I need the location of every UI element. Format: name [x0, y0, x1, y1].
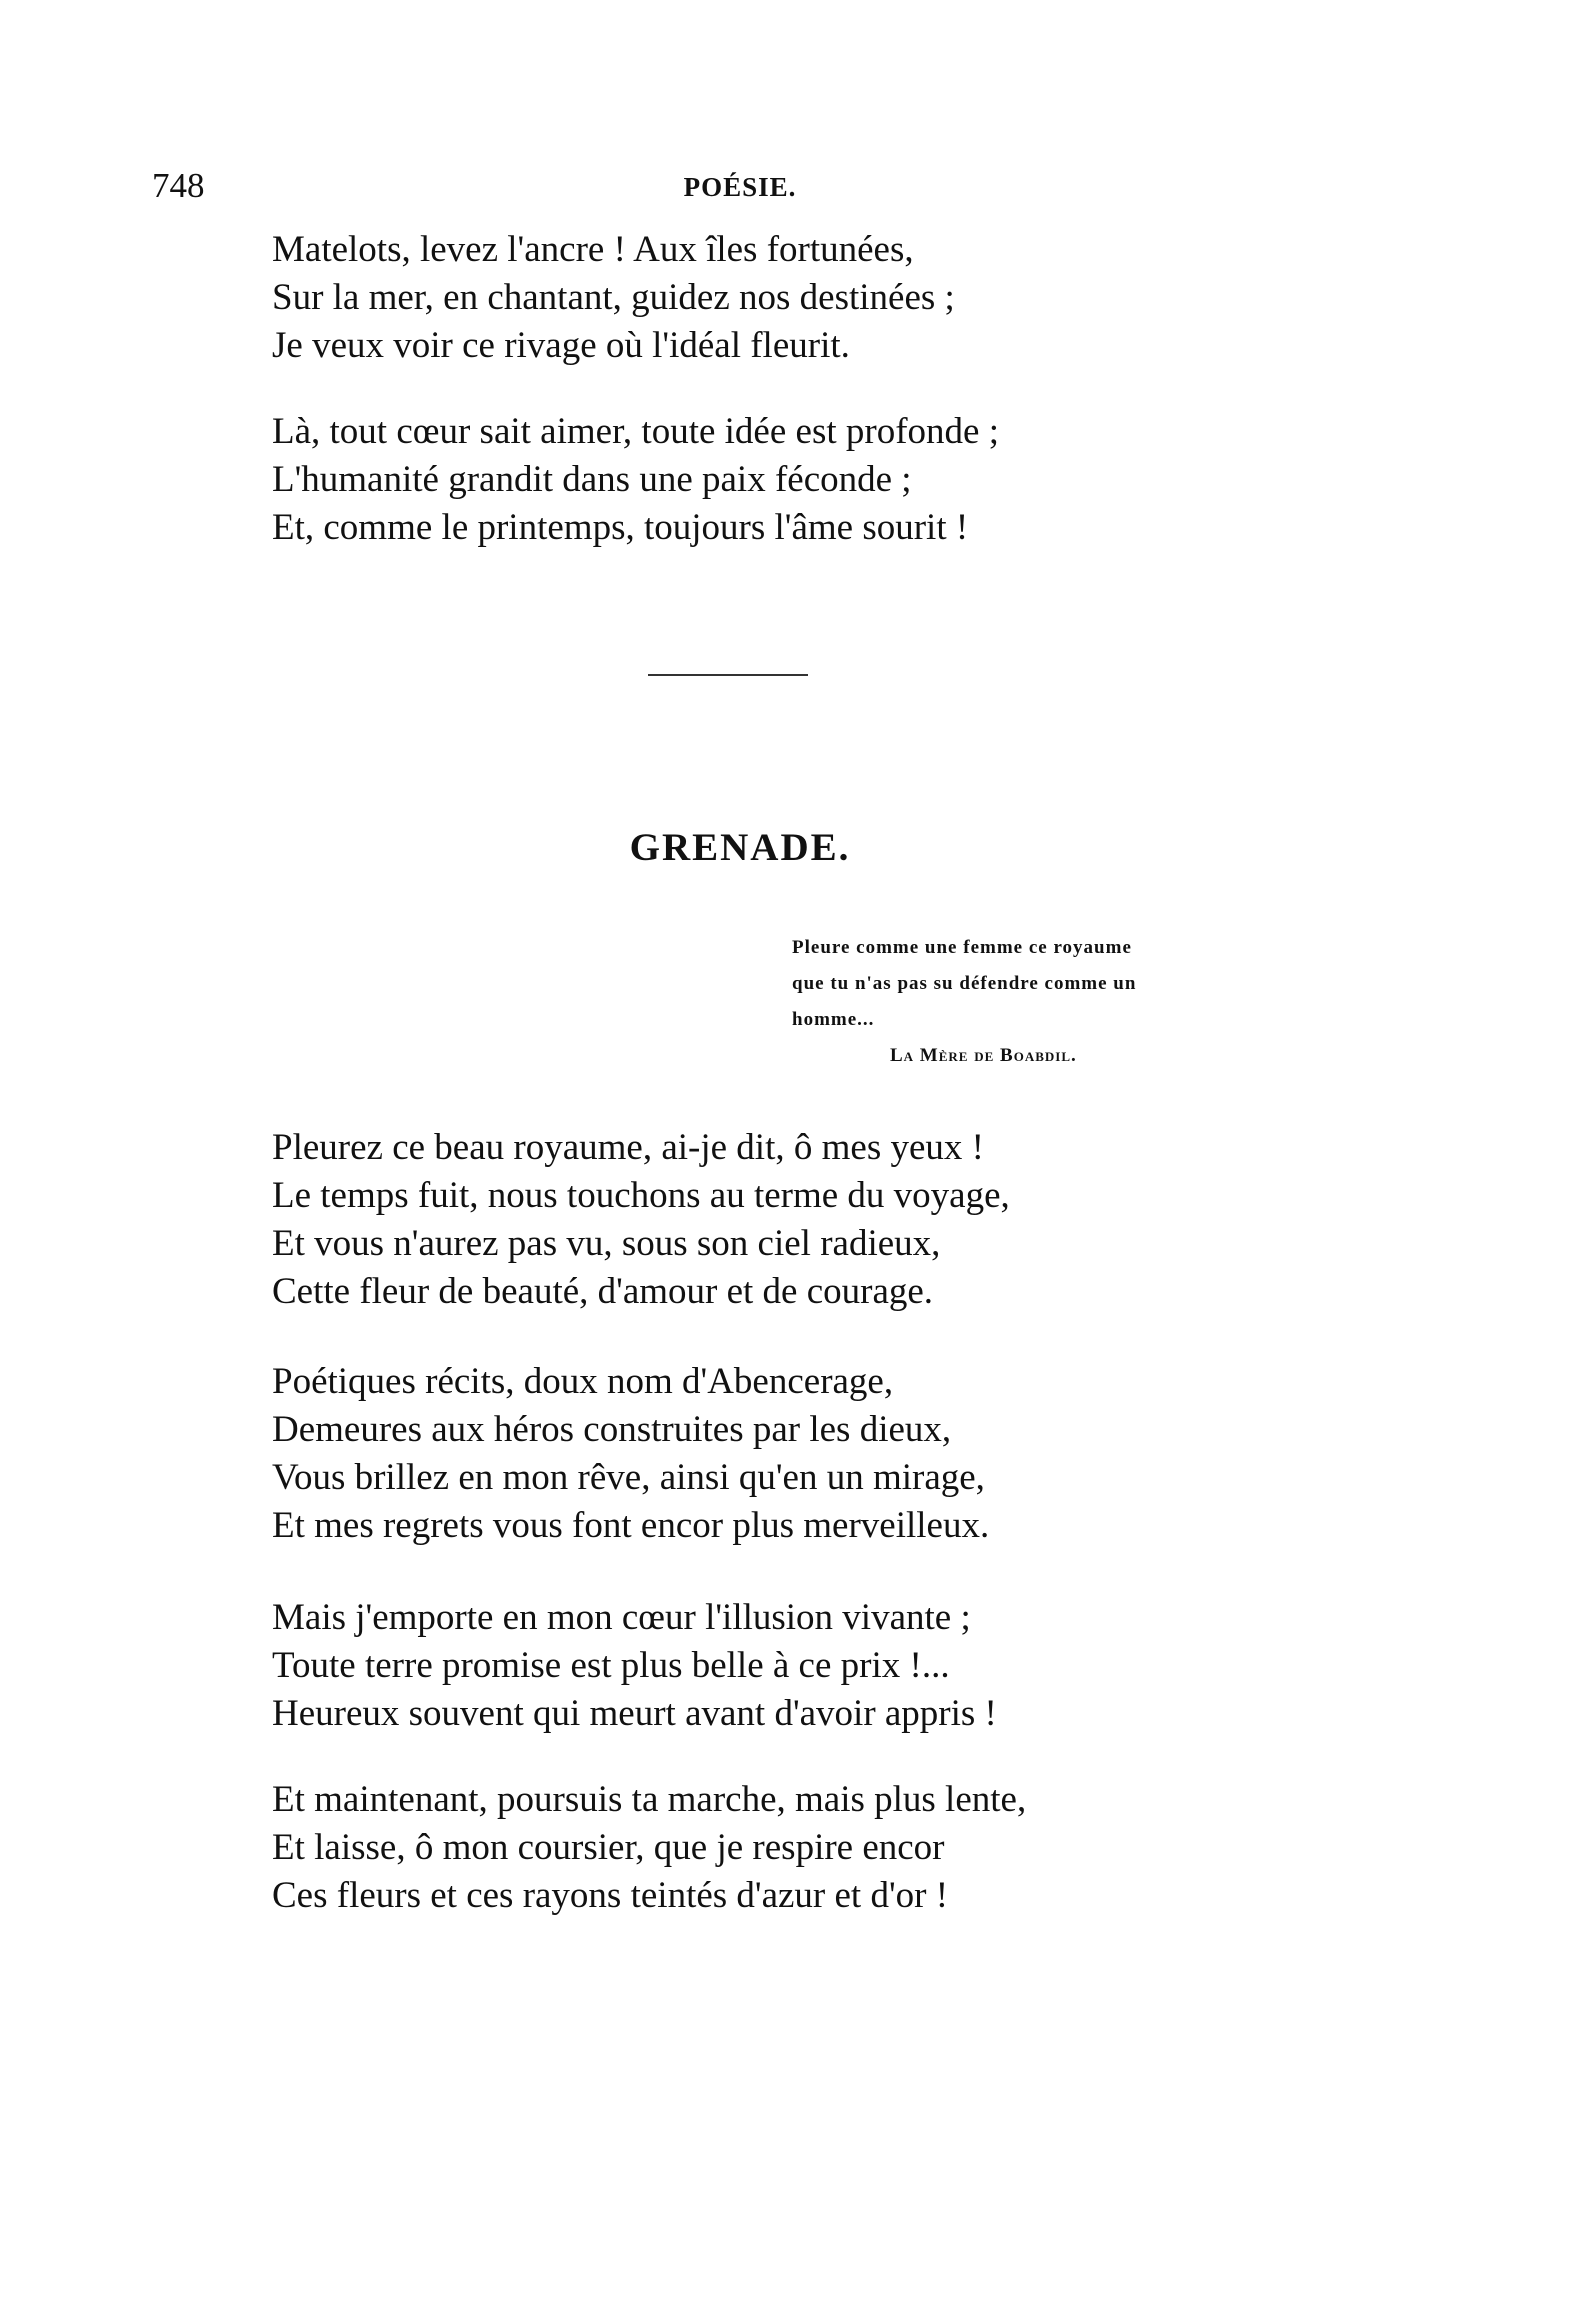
verse-line: Demeures aux héros construites par les dieux, [272, 1409, 952, 1450]
previous-poem-stanza-2 [272, 408, 1272, 552]
verse-line: Pleurez ce beau royaume, ai-je dit, ô mes yeux ! [272, 1127, 984, 1168]
verse-line: Vous brillez en mon rêve, ainsi qu'en un mirage, [272, 1457, 985, 1498]
section-divider [648, 674, 808, 676]
poem-stanza-4 [272, 1776, 1272, 1920]
verse-line: Je veux voir ce rivage où l'idéal fleurit. [272, 325, 850, 366]
verse-line: Le temps fuit, nous touchons au terme du voyage, [272, 1175, 1010, 1216]
previous-poem-stanza-1 [272, 226, 1272, 370]
verse-line: Poétiques récits, doux nom d'Abencerage, [272, 1361, 894, 1402]
verse-line: Et maintenant, poursuis ta marche, mais plus lente, [272, 1779, 1027, 1820]
verse-line: Et mes regrets vous font encor plus merveilleux. [272, 1505, 990, 1546]
verse-line: Et laisse, ô mon coursier, que je respire encor [272, 1827, 945, 1868]
verse-line: Là, tout cœur sait aimer, toute idée est profonde ; [272, 411, 999, 452]
epigraph-line: Pleure comme une femme ce royaume [792, 937, 1132, 958]
poem-stanza-2 [272, 1358, 1272, 1550]
verse-line: Matelots, levez l'ancre ! Aux îles fortunées, [272, 229, 914, 270]
verse-line: Et vous n'aurez pas vu, sous son ciel radieux, [272, 1223, 941, 1264]
verse-line: Mais j'emporte en mon cœur l'illusion vivante ; [272, 1597, 971, 1638]
poem-stanza-3 [272, 1594, 1272, 1738]
epigraph-attribution: La Mère de Boabdil. [890, 1045, 1077, 1066]
verse-line: Et, comme le printemps, toujours l'âme sourit ! [272, 507, 969, 548]
verse-line: Heureux souvent qui meurt avant d'avoir appris ! [272, 1693, 997, 1734]
epigraph-line: que tu n'as pas su défendre comme un [792, 973, 1137, 994]
verse-line: Ces fleurs et ces rayons teintés d'azur et d'or ! [272, 1875, 949, 1916]
verse-line: Sur la mer, en chantant, guidez nos destinées ; [272, 277, 955, 318]
epigraph-line: homme... [792, 1009, 875, 1030]
poem-title: GRENADE. [629, 826, 851, 869]
verse-line: Cette fleur de beauté, d'amour et de courage. [272, 1271, 934, 1312]
running-title: POÉSIE. [683, 172, 797, 202]
verse-line: Toute terre promise est plus belle à ce prix !... [272, 1645, 950, 1686]
poem-stanza-1 [272, 1124, 1272, 1316]
page-number: 748 [152, 166, 205, 205]
epigraph [792, 930, 1272, 1074]
verse-line: L'humanité grandit dans une paix féconde ; [272, 459, 912, 500]
